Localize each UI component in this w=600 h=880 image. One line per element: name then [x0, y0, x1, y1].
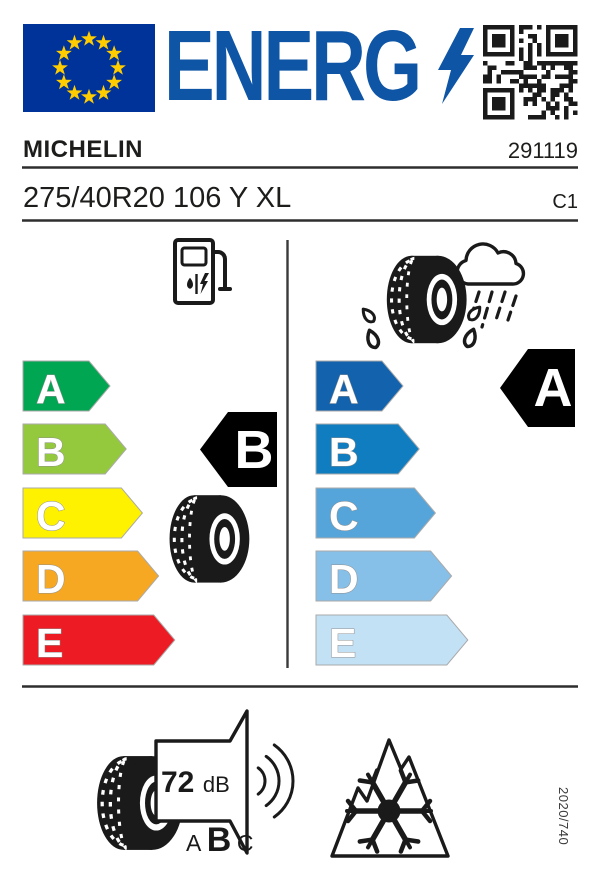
grade-letter-C: C [329, 493, 359, 539]
brand-name: MICHELIN [23, 136, 143, 163]
grade-letter-D: D [36, 556, 66, 602]
noise-class-letters: A B C [186, 821, 254, 859]
wet-grip-rating-arrow [500, 349, 575, 427]
grade-letter-B: B [36, 429, 66, 475]
tire-with-speaker-icon [97, 711, 293, 859]
grade-letter-A: A [36, 366, 66, 412]
lightning-bolt-icon [438, 28, 474, 104]
grade-letter-B: B [329, 429, 359, 475]
eu-flag-icon [23, 24, 155, 112]
fuel-efficiency-scale [23, 361, 175, 666]
fuel-efficiency-rating-letter: B [234, 420, 274, 480]
noise-value: 72 [161, 766, 195, 799]
tyre-class: C1 [552, 191, 578, 213]
rain-cloud-icon [457, 244, 523, 284]
three-peak-mountain-snowflake-icon [332, 740, 448, 856]
noise-unit: dB [202, 772, 230, 797]
sound-waves-icon [258, 745, 293, 817]
wet-grip-rating-letter: A [533, 358, 573, 418]
energy-logo-text: ENERG [164, 10, 420, 122]
grade-letter-E: E [329, 620, 357, 666]
grade-letter-A: A [329, 366, 359, 412]
grade-letter-C: C [36, 493, 66, 539]
tire-with-fuel-pump-icon [170, 240, 250, 583]
wet-grip-scale [316, 361, 468, 666]
grade-letter-D: D [329, 556, 359, 602]
grade-letter-E: E [36, 620, 64, 666]
fuel-efficiency-rating-arrow [200, 412, 277, 487]
regulation-number: 2020/740 [556, 787, 571, 846]
tire-size-designation: 275/40R20 106 Y XL [23, 182, 292, 214]
noise-class-rating: B [206, 821, 232, 859]
article-number: 291119 [507, 138, 578, 163]
tire-with-rain-cloud-icon [360, 244, 524, 349]
qr-code [483, 25, 578, 120]
